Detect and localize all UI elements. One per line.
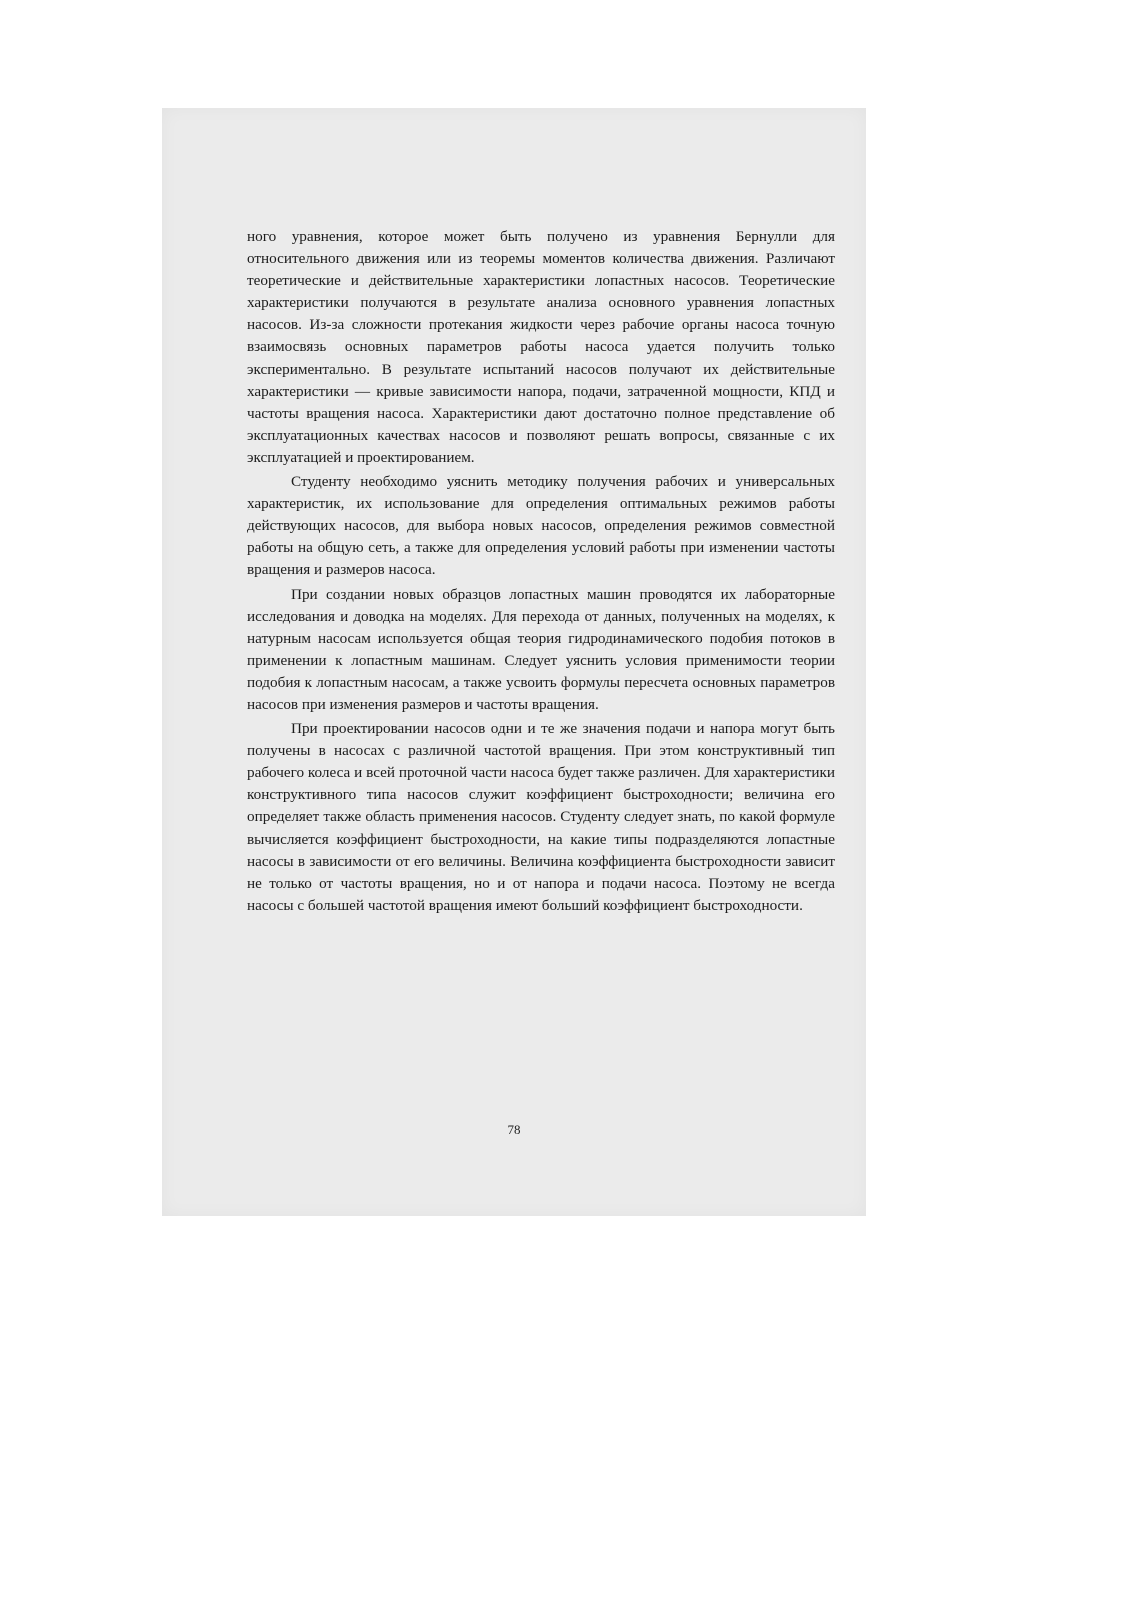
paragraph-3: При создании новых образцов лопастных машин проводятся их лабораторные исследования и доводка на моделях. Для перехода от данных, полученных на моделях, к натурным насосам используется общая теория гидродинамического подобия потоков в применении к лопастным машинам. Следует уяснить условия применимости теории подобия к лопастным насосам, а также усвоить формулы пересчета основных параметров насосов при изменения размеров и частоты вращения. xyxy=(247,585,835,713)
paragraph-2: Студенту необходимо уяснить методику получения рабочих и универсальных характеристик, их использование для определения оптимальных режимов работы действующих насосов, для выбора новых насосов, определения режимов совместной работы на общую сеть, а также для определения условий работы при изменении частоты вращения и размеров насоса. xyxy=(247,473,835,579)
body-text xyxy=(247,226,835,919)
page-number: 78 xyxy=(507,1122,521,1137)
scanned-page xyxy=(162,108,866,1216)
paragraph-1: ного уравнения, которое может быть получено из уравнения Бернулли для относительного движения или из теоремы моментов количества движения. Различают теоретические и действительные характеристики лопастных насосов. Теоретические характеристики получаются в результате анализа основного уравнения лопастных насосов. Из-за сложности протекания жидкости через рабочие органы насоса точную взаимосвязь основных параметров работы насоса удается получить только экспериментально. В результате испытаний насосов получают их действительные характеристики — кривые зависимости напора, подачи, затраченной мощности, КПД и частоты вращения насоса. Характеристики дают достаточно полное представление об эксплуатационных качествах насосов и позволяют решать вопросы, связанные с их эксплуатацией и проектированием. xyxy=(247,228,835,466)
paragraph-4: При проектировании насосов одни и те же значения подачи и напора могут быть получены в насосах с различной частотой вращения. При этом конструктивный тип рабочего колеса и всей проточной части насоса будет также различен. Для характеристики конструктивного типа насосов служит коэффициент быстроходности; величина его определяет также область применения насосов. Студенту следует знать, по какой формуле вычисляется коэффициент быстроходности, на какие типы подразделяются лопастные насосы в зависимости от его величины. Величина коэффициента быстроходности зависит не только от частоты вращения, но и от напора и подачи насоса. Поэтому не всегда насосы с большей частотой вращения имеют больший коэффициент быстроходности. xyxy=(247,720,835,914)
